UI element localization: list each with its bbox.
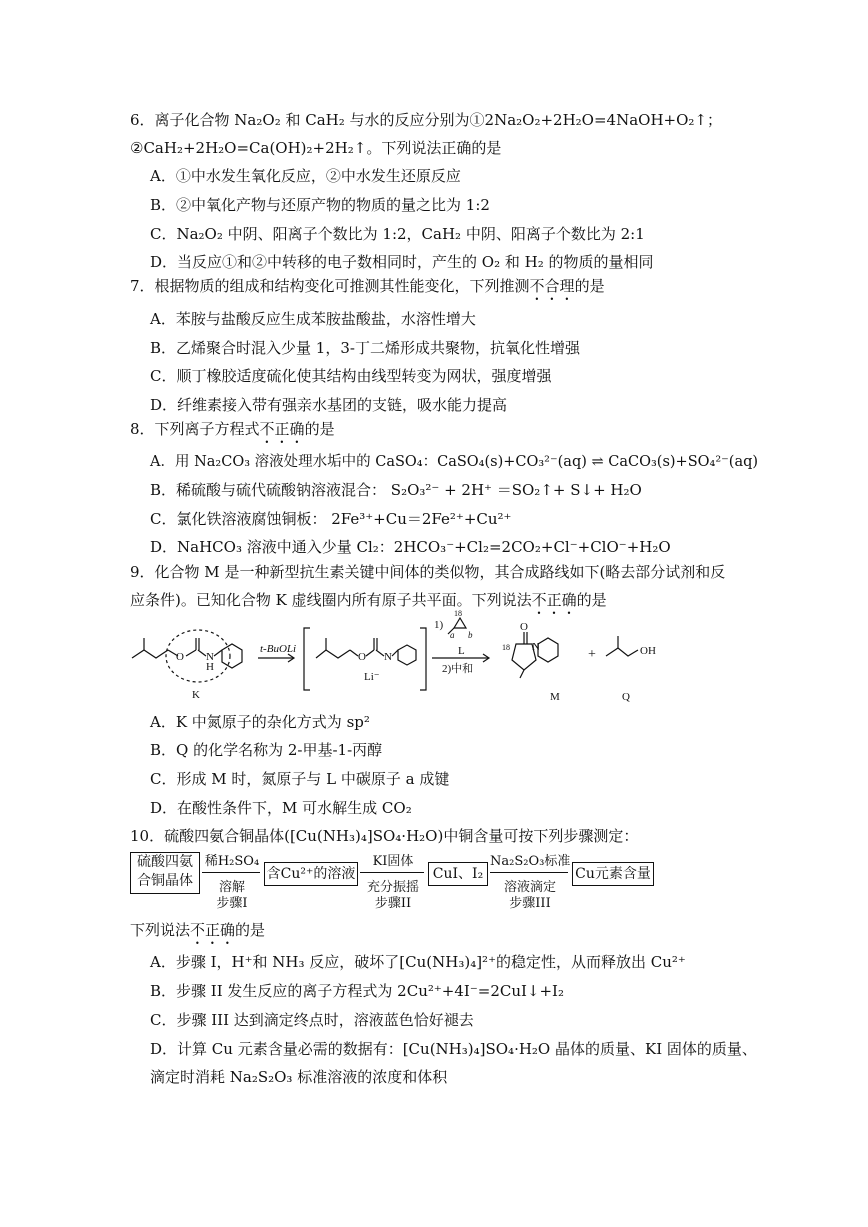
q9-option-c: C．形成 M 时，氮原子与 L 中碳原子 a 成键 — [150, 770, 450, 788]
o18-label-l: 18 — [454, 609, 462, 618]
q10-stem2-emphasis: 不正确 — [190, 921, 236, 939]
q7-stem-emphasis: 不合理 — [529, 277, 575, 295]
flow-arrow2-action: 充分振摇 — [366, 880, 419, 895]
int-o-label: O — [358, 651, 366, 663]
q6-option-d: D．当反应①和②中转移的电子数相同时，产生的 O₂ 和 H₂ 的物质的量相同 — [150, 253, 654, 271]
flow-arrow2 — [360, 872, 424, 873]
flow-arrow3 — [490, 872, 568, 873]
flow-arrow1-step: 步骤I — [216, 896, 248, 911]
q7-option-c: C．顺丁橡胶适度硫化使其结构由线型转变为网状，强度增强 — [150, 367, 552, 385]
q9-stem-text: 应条件)。已知化合物 K 虚线圈内所有原子共平面。下列说法 — [130, 591, 532, 609]
flow-arrow2-step: 步骤II — [374, 896, 412, 911]
q8-option-a: A．用 Na₂CO₃ 溶液处理水垢中的 CaSO₄：CaSO₄(s)+CO₃²⁻(aq) ⇌ CaCO₃(s)+SO₄²⁻(aq) — [150, 454, 759, 470]
q7-option-d: D．纤维素接入带有强亲水基团的支链，吸水能力提高 — [150, 396, 508, 414]
q10-stem2-end: 的是 — [235, 921, 266, 939]
q10-option-d-line2: 滴定时消耗 Na₂S₂O₃ 标准溶液的浓度和体积 — [150, 1068, 448, 1086]
flow-box-crystal-line1: 硫酸四氨 — [137, 854, 193, 870]
q9-reaction-scheme — [128, 609, 728, 706]
q6-stem-line2: ②CaH₂+2H₂O=Ca(OH)₂+2H₂↑。下列说法正确的是 — [130, 139, 502, 157]
q7-stem-end: 的是 — [574, 277, 605, 295]
q8-stem-text: 8．下列离子方程式 — [130, 420, 260, 438]
q8-option-c: C．氯化铁溶液腐蚀铜板： 2Fe³⁺+Cu＝2Fe²⁺+Cu²⁺ — [150, 510, 512, 528]
k-n-label: N — [206, 651, 214, 663]
q10-stem2 — [130, 920, 265, 948]
flow-arrow2-reagent: KI固体 — [372, 854, 414, 869]
k-h-label: H — [206, 661, 214, 673]
flow-box-solution: 含Cu²⁺的溶液 — [264, 862, 358, 886]
q7-stem-text: 7．根据物质的组成和结构变化可推测其性能变化，下列推测 — [130, 277, 530, 295]
k-benzene-ring — [222, 644, 242, 668]
q9-stem-line1: 9．化合物 M 是一种新型抗生素关键中间体的类似物，其合成路线如下(略去部分试剂和反 — [130, 563, 726, 581]
q7-stem — [130, 276, 605, 304]
step2-label: 2)中和 — [442, 663, 474, 675]
flow-box-crystal-line2: 合铜晶体 — [137, 873, 193, 889]
flow-arrow3-reagent: Na₂S₂O₃标准 — [490, 854, 571, 869]
q-label: Q — [622, 691, 630, 703]
k-o-label: O — [176, 651, 184, 663]
int-n-label: N — [384, 651, 392, 663]
q6-stem-line1: 6．离子化合物 Na₂O₂ 和 CaH₂ 与水的反应分别为①2Na₂O₂+2H₂O=4NaOH+O₂↑； — [130, 111, 722, 129]
q6-option-a: A．①中水发生氧化反应，②中水发生还原反应 — [150, 167, 461, 185]
reagent-tbuoli: t-BuOLi — [260, 643, 297, 655]
q7-option-b: B．乙烯聚合时混入少量 1，3-丁二烯形成共聚物，抗氧化性增强 — [150, 339, 580, 357]
q10-option-c: C．步骤 III 达到滴定终点时，溶液蓝色恰好褪去 — [150, 1011, 474, 1029]
atom-b-label: b — [468, 630, 473, 640]
atom-a-label: a — [450, 630, 455, 640]
q10-option-a: A．步骤 I，H⁺和 NH₃ 反应，破坏了[Cu(NH₃)₄]²⁺的稳定性，从而释放出 Cu²⁺ — [150, 953, 686, 971]
q8-stem-emphasis: 不正确 — [259, 420, 305, 438]
flow-box-result: Cu元素含量 — [572, 862, 654, 886]
o18-label-m: 18 — [502, 643, 510, 652]
flow-arrow3-action: 溶液滴定 — [503, 880, 556, 895]
flow-box-cui: CuI、I₂ — [428, 862, 488, 886]
q6-option-c: C．Na₂O₂ 中阴、阳离子个数比为 1:2，CaH₂ 中阴、阳离子个数比为 2:1 — [150, 225, 645, 243]
q10-flowchart — [130, 850, 690, 916]
q8-option-d: D．NaHCO₃ 溶液中通入少量 Cl₂：2HCO₃⁻+Cl₂=2CO₂+Cl⁻+ClO⁻+H₂O — [150, 538, 671, 556]
flow-arrow3-step: 步骤III — [509, 896, 551, 911]
l-label: L — [458, 645, 465, 657]
flow-arrow1-reagent: 稀H₂SO₄ — [204, 854, 260, 869]
flow-arrow1-action: 溶解 — [218, 880, 245, 895]
q-oh-label: OH — [640, 645, 656, 657]
m-o-label: O — [520, 621, 528, 633]
m-label: M — [550, 691, 560, 703]
flow-box-crystal — [130, 852, 200, 894]
q9-option-a: A．K 中氮原子的杂化方式为 sp² — [150, 713, 370, 731]
step1-label: 1) — [434, 619, 444, 631]
q8-option-b: B．稀硫酸与硫代硫酸钠溶液混合： S₂O₃²⁻ + 2H⁺ ＝SO₂↑+ S↓+ H₂O — [150, 481, 642, 499]
m-n-label: N — [532, 641, 540, 653]
q7-option-a: A．苯胺与盐酸反应生成苯胺盐酸盐，水溶性增大 — [150, 310, 476, 328]
q8-stem — [130, 419, 335, 447]
k-isobutyl-chain — [132, 650, 168, 658]
q10-option-d-line1: D．计算 Cu 元素含量必需的数据有：[Cu(NH₃)₄]SO₄·H₂O 晶体的质量、KI 固体的质量、 — [150, 1040, 757, 1058]
li-label: Li⁻ — [364, 671, 380, 683]
q6-option-b: B．②中氧化产物与还原产物的物质的量之比为 1:2 — [150, 196, 490, 214]
k-label: K — [192, 689, 200, 701]
q10-option-b: B．步骤 II 发生反应的离子方程式为 2Cu²⁺+4I⁻=2CuI↓+I₂ — [150, 982, 564, 1000]
q9-stem-emphasis: 不正确 — [531, 591, 577, 609]
flow-arrow1 — [202, 872, 260, 873]
q10-stem: 10．硫酸四氨合铜晶体([Cu(NH₃)₄]SO₄·H₂O)中铜含量可按下列步骤测定： — [130, 827, 639, 845]
q9-option-b: B．Q 的化学名称为 2-甲基-1-丙醇 — [150, 741, 383, 759]
plus-sign: + — [588, 647, 596, 662]
q9-option-d: D．在酸性条件下，M 可水解生成 CO₂ — [150, 799, 412, 817]
q8-stem-end: 的是 — [304, 420, 335, 438]
q9-stem-end: 的是 — [576, 591, 607, 609]
q10-stem2-text: 下列说法 — [130, 921, 191, 939]
